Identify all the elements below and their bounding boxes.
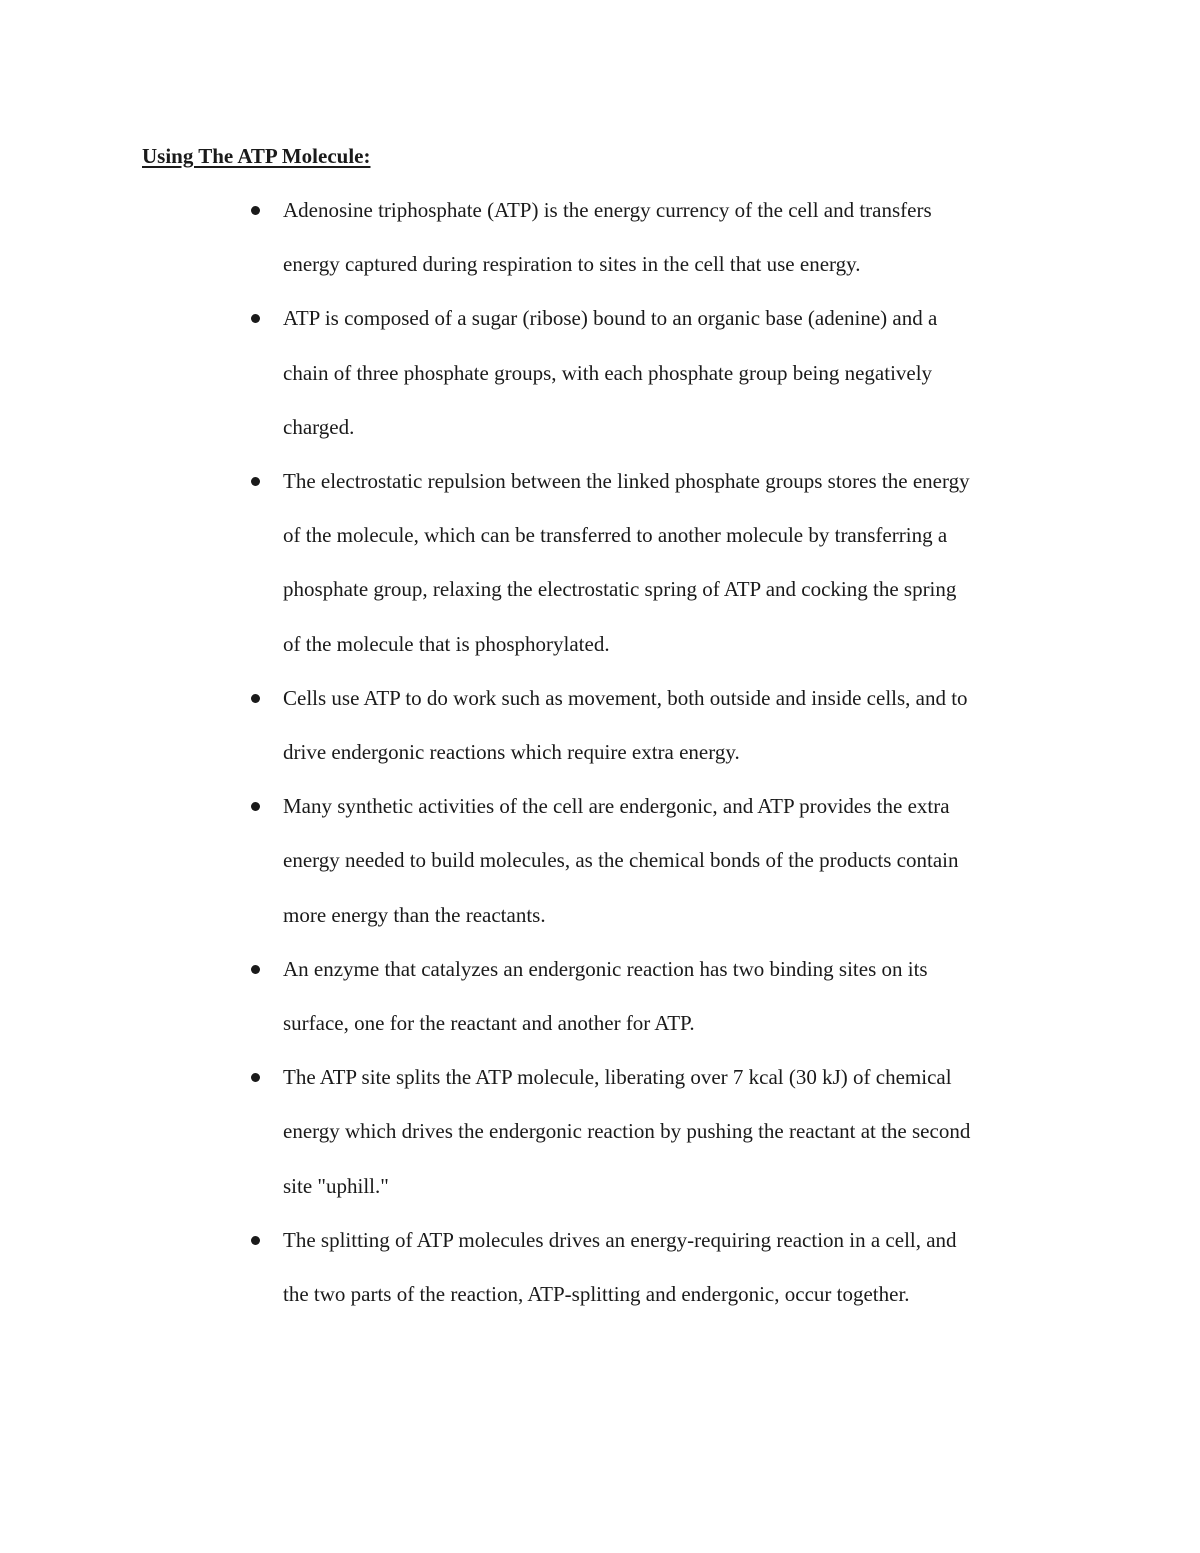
list-item-text: Adenosine triphosphate (ATP) is the energy currency of the cell and transfers energy captured during respiration to sites in the cell that use energy. (283, 198, 932, 277)
bullet-icon (251, 477, 260, 486)
bullet-icon (251, 965, 260, 974)
bullet-icon (251, 694, 260, 703)
list-item-text: The ATP site splits the ATP molecule, liberating over 7 kcal (30 kJ) of chemical energy which drives the endergonic reaction by pushing the reactant at the second site "uphill." (283, 1065, 971, 1198)
list-item-text: Many synthetic activities of the cell are endergonic, and ATP provides the extra energy needed to build molecules, as the chemical bonds of the products contain more energy than the reactants. (283, 794, 959, 927)
bullet-icon (251, 206, 260, 215)
list-item-text: Cells use ATP to do work such as movement, both outside and inside cells, and to drive endergonic reactions which require extra energy. (283, 685, 968, 764)
list-item-text: ATP is composed of a sugar (ribose) bound to an organic base (adenine) and a chain of three phosphate groups, with each phosphate group being negatively charged. (283, 306, 938, 439)
bullet-icon (251, 1236, 260, 1245)
page-title: Using The ATP Molecule: (142, 144, 371, 168)
bullet-icon (251, 1073, 260, 1082)
list-item-text: The splitting of ATP molecules drives an energy-requiring reaction in a cell, and the two parts of the reaction, ATP-splitting and endergonic, occur together. (283, 1227, 957, 1306)
list-item-text: An enzyme that catalyzes an endergonic reaction has two binding sites on its surface, one for the reactant and another for ATP. (283, 956, 928, 1035)
bullet-icon (251, 802, 260, 811)
list-item-text: The electrostatic repulsion between the linked phosphate groups stores the energy of the molecule, which can be transferred to another molecule by transferring a phosphate group, relaxing the electrostatic spring of ATP and cocking the spring of the molecule that is phosphorylated. (283, 469, 970, 656)
bullet-icon (251, 314, 260, 323)
